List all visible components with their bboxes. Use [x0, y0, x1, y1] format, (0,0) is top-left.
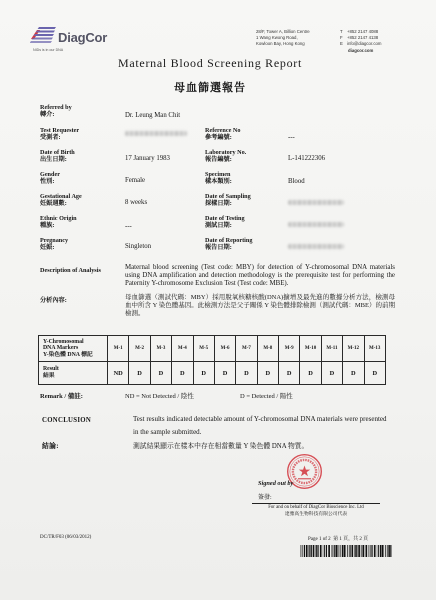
marker-result-2: D: [129, 362, 150, 385]
remark-not-detected: ND = Not Detected / 陰性: [125, 393, 194, 400]
label-zh: 妊娠:: [40, 244, 55, 252]
label-en: Test Requester: [40, 127, 80, 134]
marker-result-label-zh: 結果: [43, 373, 55, 379]
label-zh: 種族:: [40, 222, 55, 230]
page-number: [308, 535, 368, 542]
page-number-en: Page 1 of 2: [308, 537, 331, 542]
label-en: Date of Testing: [205, 215, 245, 222]
logo-tagline: NIDs is in our DNA: [33, 48, 64, 52]
barcode-bar: [333, 545, 334, 557]
barcode-bar: [366, 545, 368, 557]
contact-value: +852 2147 4088: [347, 29, 379, 34]
marker-header-6: M-6: [214, 336, 235, 362]
label-en: Gestational Age: [40, 193, 82, 200]
test-requester-redacted-value: [125, 131, 187, 136]
marker-header-1: M-1: [108, 336, 129, 362]
analysis-text: Maternal blood screening (Test code: MBY) for detection of Y-chromosomal DNA materials using DNA amplification and detection methodology is the prerequisite test for performing the Paternity Y-chromosome Exclusion Test (Test code: MBE).: [125, 264, 395, 287]
conclusion-label-zh: 結論:: [42, 443, 59, 450]
contact-block: [340, 29, 381, 54]
barcode-bar: [387, 545, 388, 557]
barcode-bar: [320, 545, 322, 557]
date-of-birth-label: [40, 149, 75, 163]
barcode-bar: [363, 545, 364, 557]
barcode-bar: [382, 545, 384, 557]
date-of-sampling-label: [205, 193, 251, 207]
marker-header-8: M-8: [257, 336, 278, 362]
conclusion-text-zh: 測試結果顯示在樣本中存在相當數量 Y 染色體 DNA 物質。: [133, 443, 309, 450]
marker-header-7: M-7: [236, 336, 257, 362]
barcode-bar: [374, 545, 376, 557]
ethnic-origin-value: ---: [125, 223, 132, 230]
barcode-bar: [340, 545, 341, 557]
marker-result-9: D: [279, 362, 300, 385]
barcode-bar: [344, 545, 346, 557]
specimen-value: Blood: [288, 178, 305, 185]
marker-header-9: M-9: [279, 336, 300, 362]
barcode-bar: [356, 545, 357, 557]
referred-by-label: [40, 104, 72, 118]
page-number-zh: 第 1 頁，共 2 頁: [333, 537, 369, 542]
label-en: Referred by: [40, 104, 72, 111]
laboratory-no-label: [205, 149, 246, 163]
remark-label: Remark / 備註:: [40, 393, 83, 400]
conclusion-text: Test results indicated detectable amount of Y-chromosomal DNA materials were presented in the sample submitted.: [133, 415, 387, 436]
label-en: Laboratory No.: [205, 149, 247, 156]
marker-header-5: M-5: [193, 336, 214, 362]
marker-header-10: M-10: [300, 336, 321, 362]
marker-results-table: [38, 335, 386, 385]
date-of-testing-redacted-value: [288, 222, 344, 227]
label-zh: 出生日期:: [40, 156, 67, 164]
marker-result-10: D: [300, 362, 321, 385]
barcode-bar: [324, 545, 325, 557]
gender-value: Female: [125, 177, 146, 184]
gestational-age-label: [40, 193, 82, 207]
barcode-bar: [306, 545, 308, 557]
barcode-bar: [311, 545, 312, 557]
test-requester-label: [40, 127, 79, 141]
marker-header-12: M-12: [343, 336, 364, 362]
laboratory-no-value: L-141222306: [288, 155, 326, 162]
marker-header-label: Y-Chromosomal DNA Markers: [43, 338, 84, 352]
marker-result-4: D: [172, 362, 193, 385]
label-zh: 測試日期:: [205, 222, 232, 230]
label-en: Pregnancy: [40, 237, 69, 244]
barcode-bar: [347, 545, 348, 557]
marker-result-5: D: [193, 362, 214, 385]
address-line: 1 Wang Kwong Road,: [256, 35, 298, 41]
marker-result-1: ND: [108, 362, 129, 385]
marker-result-7: D: [236, 362, 257, 385]
date-of-testing-label: [205, 215, 245, 229]
address-block: [256, 29, 310, 48]
barcode-bar: [355, 545, 356, 557]
on-behalf-text: For and on behalf of DiagCor Bioscience Inc. Ltd: [268, 505, 364, 510]
barcode-bar: [358, 545, 360, 557]
logo-wordmark: DiagCor: [58, 30, 108, 45]
label-en: Date of Sampling: [205, 193, 251, 200]
label-zh: 妊娠週數:: [40, 200, 67, 208]
marker-result-8: D: [257, 362, 278, 385]
label-zh: 採樣日期:: [205, 200, 232, 208]
gestational-age-value: 8 weeks: [125, 199, 148, 206]
date-of-reporting-redacted-value: [288, 244, 344, 249]
marker-result-3: D: [150, 362, 171, 385]
label-en: Gender: [40, 171, 60, 178]
marker-header-2: M-2: [129, 336, 150, 362]
marker-header-3: M-3: [150, 336, 171, 362]
signature-line: [252, 503, 380, 504]
label-en: Reference No: [205, 127, 241, 134]
label-en: Date of Reporting: [205, 237, 253, 244]
date-of-birth-value: 17 January 1983: [125, 155, 170, 162]
barcode-bar: [328, 545, 330, 557]
marker-result-label: Result: [43, 366, 59, 373]
contact-email: [340, 41, 381, 47]
barcode-bar: [378, 545, 379, 557]
pregnancy-label: [40, 237, 68, 251]
analysis-label-zh: 分析內容:: [40, 297, 67, 304]
remark-detected: D = Detected / 陽性: [240, 393, 293, 400]
barcode-bar: [304, 545, 305, 557]
referred-by-value: Dr. Leung Man Chit: [125, 112, 181, 119]
ethnic-origin-label: [40, 215, 77, 229]
marker-header-label-zh: Y-染色體 DNA 標記: [43, 351, 93, 358]
marker-result-row: [39, 362, 386, 385]
barcode-bar: [326, 545, 327, 557]
barcode-bar: [317, 545, 318, 557]
barcode-bar: [370, 545, 371, 557]
on-behalf-text-zh: 達雅高生物科技有限公司代表: [284, 512, 348, 517]
specimen-label: [205, 171, 232, 185]
contact-key: F: [340, 35, 343, 41]
date-of-sampling-redacted-value: [288, 200, 344, 205]
label-en: Date of Birth: [40, 149, 75, 156]
label-zh: 轉介:: [40, 111, 55, 119]
barcode-bar: [362, 545, 363, 557]
marker-result-label-cell: [39, 362, 108, 385]
label-en: Specimen: [205, 171, 231, 178]
barcode-bar: [352, 545, 354, 557]
label-zh: 報告編號:: [205, 156, 232, 164]
barcode: [300, 545, 392, 557]
contact-website: diagcor.com: [348, 47, 374, 53]
barcode-bar: [389, 545, 391, 557]
label-en: Ethnic Origin: [40, 215, 77, 222]
marker-result-11: D: [321, 362, 342, 385]
label-zh: 報告日期:: [205, 244, 232, 252]
contact-key: E: [340, 41, 343, 47]
contact-key: T: [340, 29, 343, 34]
reference-no-value: ---: [288, 134, 295, 141]
barcode-bar: [309, 545, 310, 557]
report-title: Maternal Blood Screening Report: [118, 56, 302, 70]
marker-header-4: M-4: [172, 336, 193, 362]
marker-result-13: D: [364, 362, 386, 385]
gender-label: [40, 171, 60, 185]
date-of-reporting-label: [205, 237, 252, 251]
marker-result-6: D: [214, 362, 235, 385]
marker-header-13: M-13: [364, 336, 386, 362]
barcode-bar: [385, 545, 386, 557]
contact-value: info@diagcor.com: [347, 41, 382, 47]
marker-result-12: D: [343, 362, 364, 385]
analysis-text-zh: 母血篩選（測試代碼：MBY）採用脫氧核糖核酸(DNA)擴增及最先進的數據分析方法，檢測母血中所含 Y 染色體基因。此檢測方法是父子關係 Y 染色體排除檢測（測試代碼：MBE）的前期檢測。: [125, 294, 395, 318]
label-zh: 樣本類別:: [205, 178, 232, 186]
barcode-bar: [342, 545, 343, 557]
diagcor-logo-icon: [30, 24, 57, 46]
label-zh: 參考編號:: [205, 134, 232, 142]
signed-out-by-label-zh: 簽發:: [258, 495, 272, 501]
marker-header-label-cell: [39, 336, 108, 362]
analysis-label: Description of Analysis: [40, 267, 101, 274]
label-zh: 性別:: [40, 178, 55, 186]
address-line: Kowloon Bay, Hong Kong: [256, 41, 305, 47]
form-code: DC/TR/F03 (06/03/2012): [40, 535, 92, 540]
conclusion-label: CONCLUSION: [42, 417, 92, 424]
marker-header-11: M-11: [321, 336, 342, 362]
barcode-bar: [302, 545, 303, 557]
barcode-bar: [349, 545, 350, 557]
signed-out-by-label: Signed out by: [258, 480, 294, 487]
barcode-bar: [380, 545, 381, 557]
barcode-bar: [336, 545, 338, 557]
reference-no-label: [205, 127, 240, 141]
address-line: 28/F, Tower A, Billion Centre: [256, 29, 310, 34]
marker-header-row: [39, 336, 386, 362]
report-title-zh: 母血篩選報告: [174, 82, 246, 94]
barcode-bar: [316, 545, 317, 557]
barcode-bar: [313, 545, 315, 557]
barcode-bar: [334, 545, 335, 557]
barcode-bar: [371, 545, 372, 557]
contact-value: +852 2147 4138: [347, 35, 379, 41]
pregnancy-value: Singleton: [125, 243, 152, 250]
label-zh: 受測者:: [40, 134, 61, 142]
